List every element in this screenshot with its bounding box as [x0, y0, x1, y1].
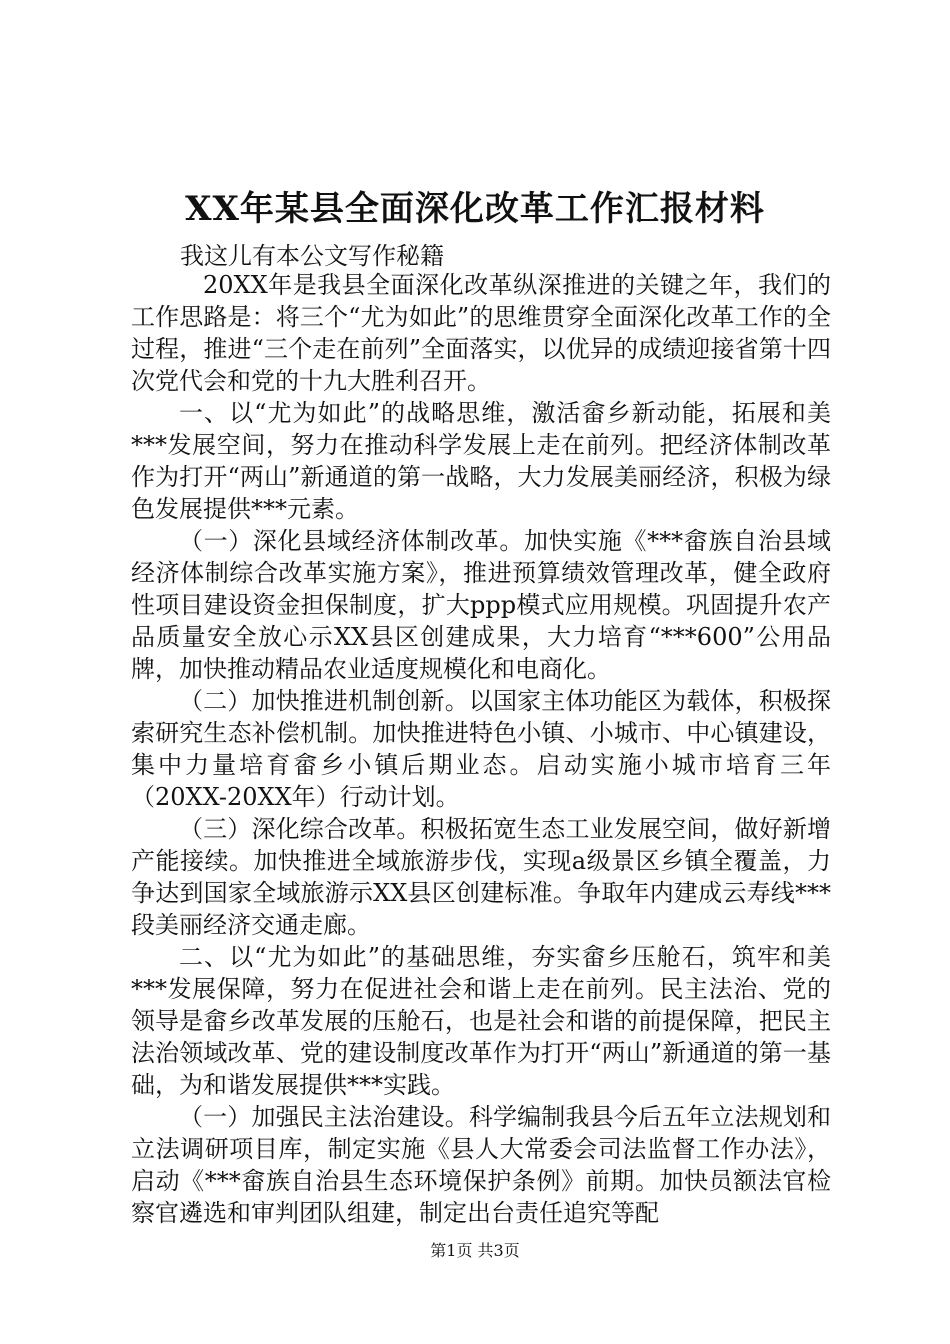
- paragraph-section-1-item-1: （一）深化县域经济体制改革。加快实施《***畲族自治县域经济体制综合改革实施方案》，推进预算绩效管理改革，健全政府性项目建设资金担保制度，扩大ppp模式应用规模。巩固提升农产品质量安全放心示XX县区创建成果，大力培育“***600”公用品牌，加快推动精品农业适度规模化和电商化。: [131, 527, 831, 683]
- paragraph-section-1: 一、以“尤为如此”的战略思维，激活畲乡新动能，拓展和美***发展空间，努力在推动科学发展上走在前列。把经济体制改革作为打开“两山”新通道的第一战略，大力发展美丽经济，积极为绿色发展提供***元素。: [131, 399, 831, 523]
- paragraph-section-2-item-1: （一）加强民主法治建设。科学编制我县今后五年立法规划和立法调研项目库，制定实施《县人大常委会司法监督工作办法》，启动《***畲族自治县生态环境保护条例》前期。加快员额法官检察官遴选和审判团队组建，制定出台责任追究等配: [131, 1103, 831, 1227]
- document-title: XX年某县全面深化改革工作汇报材料: [185, 189, 765, 229]
- paragraph-section-1-item-3: （三）深化综合改革。积极拓宽生态工业发展空间，做好新增产能接续。加快推进全域旅游步伐，实现a级景区乡镇全覆盖，力争达到国家全域旅游示XX县区创建标准。争取年内建成云寿线***段美丽经济交通走廊。: [131, 815, 831, 939]
- paragraph-intro: 20XX年是我县全面深化改革纵深推进的关键之年，我们的工作思路是：将三个“尤为如此”的思维贯穿全面深化改革工作的全过程，推进“三个走在前列”全面落实，以优异的成绩迎接省第十四次党代会和党的十九大胜利召开。: [131, 271, 831, 395]
- document-subtitle: 我这儿有本公文写作秘籍: [180, 242, 444, 270]
- paragraph-section-2: 二、以“尤为如此”的基础思维，夯实畲乡压舱石，筑牢和美***发展保障，努力在促进社会和谐上走在前列。民主法治、党的领导是畲乡改革发展的压舱石，也是社会和谐的前提保障，把民主法治领域改革、党的建设制度改革作为打开“两山”新通道的第一基础，为和谐发展提供***实践。: [131, 943, 831, 1099]
- page-footer: 第1页 共3页: [430, 1241, 520, 1260]
- document-body: [131, 269, 831, 1229]
- paragraph-section-1-item-2: （二）加快推进机制创新。以国家主体功能区为载体，积极探索研究生态补偿机制。加快推进特色小镇、小城市、中心镇建设，集中力量培育畲乡小镇后期业态。启动实施小城市培育三年（20XX-20XX年）行动计划。: [131, 687, 831, 811]
